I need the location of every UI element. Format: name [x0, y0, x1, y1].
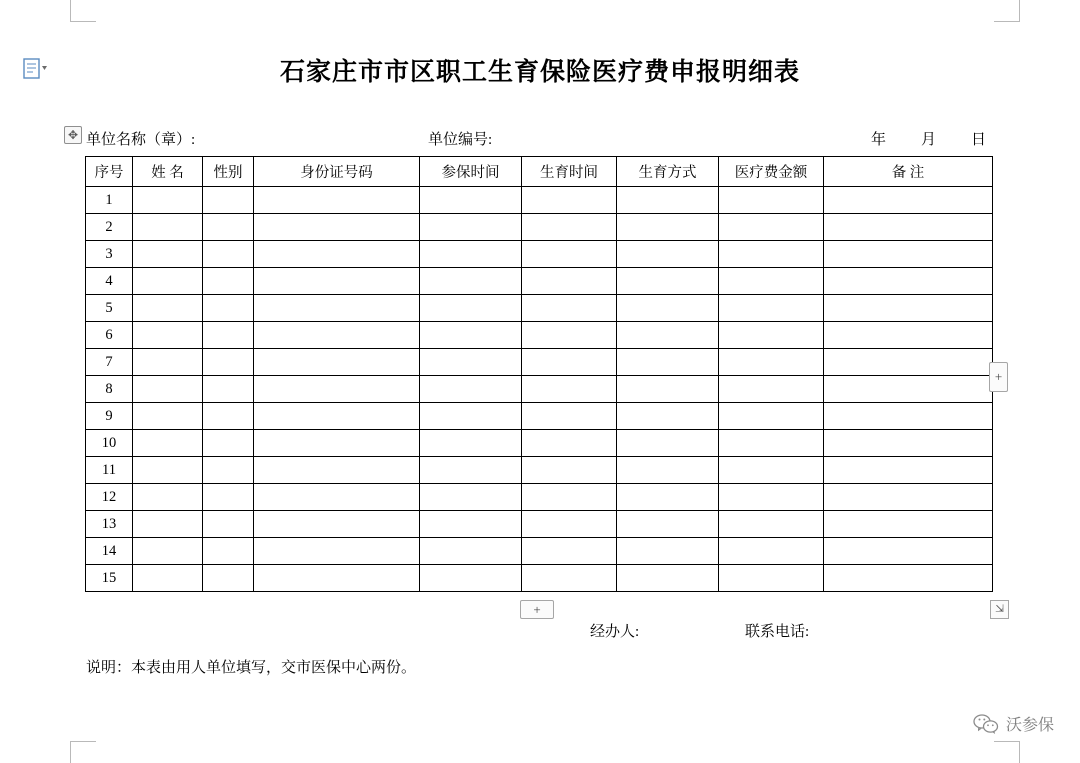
page-corner-top-left — [70, 0, 96, 22]
cell-note[interactable] — [824, 187, 993, 214]
cell-mode[interactable] — [617, 268, 719, 295]
table-row[interactable] — [86, 565, 993, 592]
cell-id[interactable] — [254, 214, 420, 241]
cell-fee[interactable] — [719, 295, 824, 322]
cell-no: 10 — [86, 430, 133, 457]
cell-sex[interactable] — [203, 430, 254, 457]
table-row[interactable] — [86, 268, 993, 295]
cell-mode[interactable] — [617, 241, 719, 268]
cell-no: 9 — [86, 403, 133, 430]
cell-note[interactable] — [824, 403, 993, 430]
cell-mode[interactable] — [617, 565, 719, 592]
cell-birth[interactable] — [522, 376, 617, 403]
cell-name[interactable] — [133, 322, 203, 349]
cell-mode[interactable] — [617, 214, 719, 241]
unit-name-label: 单位名称（章）: — [86, 132, 196, 148]
cell-birth[interactable] — [522, 214, 617, 241]
cell-note[interactable] — [824, 376, 993, 403]
cell-mode[interactable] — [617, 430, 719, 457]
cell-join[interactable] — [420, 376, 522, 403]
cell-no: 14 — [86, 538, 133, 565]
cell-name[interactable] — [133, 457, 203, 484]
cell-birth[interactable] — [522, 430, 617, 457]
cell-birth[interactable] — [522, 511, 617, 538]
cell-no: 8 — [86, 376, 133, 403]
cell-no: 6 — [86, 322, 133, 349]
cell-note[interactable] — [824, 241, 993, 268]
cell-fee[interactable] — [719, 565, 824, 592]
cell-mode[interactable] — [617, 457, 719, 484]
phone-label: 联系电话: — [745, 624, 810, 640]
page-corner-bottom-left — [70, 741, 96, 763]
cell-fee[interactable] — [719, 349, 824, 376]
table-row[interactable] — [86, 511, 993, 538]
cell-mode[interactable] — [617, 295, 719, 322]
cell-sex[interactable] — [203, 511, 254, 538]
cell-name[interactable] — [133, 376, 203, 403]
column-header-birth-mode: 生育方式 — [617, 157, 719, 187]
add-column-button[interactable]: + — [989, 362, 1008, 392]
cell-join[interactable] — [420, 187, 522, 214]
table-row[interactable] — [86, 295, 993, 322]
cell-sex[interactable] — [203, 538, 254, 565]
cell-fee[interactable] — [719, 268, 824, 295]
cell-name[interactable] — [133, 565, 203, 592]
cell-note[interactable] — [824, 457, 993, 484]
cell-note[interactable] — [824, 511, 993, 538]
cell-no: 7 — [86, 349, 133, 376]
cell-id[interactable] — [254, 565, 420, 592]
cell-sex[interactable] — [203, 457, 254, 484]
cell-join[interactable] — [420, 241, 522, 268]
cell-id[interactable] — [254, 376, 420, 403]
table-row[interactable] — [86, 430, 993, 457]
watermark — [973, 712, 1054, 735]
cell-id[interactable] — [254, 403, 420, 430]
table-resize-handle[interactable]: ⇲ — [990, 600, 1009, 619]
cell-no: 11 — [86, 457, 133, 484]
table-row[interactable] — [86, 457, 993, 484]
column-header-fee: 医疗费金额 — [719, 157, 824, 187]
cell-birth[interactable] — [522, 349, 617, 376]
cell-fee[interactable] — [719, 403, 824, 430]
cell-fee[interactable] — [719, 187, 824, 214]
table-row[interactable] — [86, 376, 993, 403]
cell-note[interactable] — [824, 214, 993, 241]
table-row[interactable] — [86, 322, 993, 349]
form-header-row — [86, 128, 991, 148]
cell-join[interactable] — [420, 430, 522, 457]
cell-fee[interactable] — [719, 430, 824, 457]
column-header-note: 备 注 — [824, 157, 993, 187]
cell-id[interactable] — [254, 241, 420, 268]
table-header-row — [86, 157, 993, 187]
cell-mode[interactable] — [617, 187, 719, 214]
cell-birth[interactable] — [522, 268, 617, 295]
cell-birth[interactable] — [522, 457, 617, 484]
cell-sex[interactable] — [203, 349, 254, 376]
cell-name[interactable] — [133, 511, 203, 538]
cell-name[interactable] — [133, 349, 203, 376]
cell-name[interactable] — [133, 295, 203, 322]
cell-fee[interactable] — [719, 241, 824, 268]
cell-note[interactable] — [824, 268, 993, 295]
cell-name[interactable] — [133, 538, 203, 565]
cell-name[interactable] — [133, 484, 203, 511]
cell-no: 15 — [86, 565, 133, 592]
cell-sex[interactable] — [203, 187, 254, 214]
cell-fee[interactable] — [719, 376, 824, 403]
cell-birth[interactable] — [522, 322, 617, 349]
cell-mode[interactable] — [617, 538, 719, 565]
form-footer-row — [560, 620, 990, 642]
add-row-button[interactable]: + — [520, 600, 554, 619]
page-corner-top-right — [994, 0, 1020, 22]
table-row[interactable] — [86, 349, 993, 376]
table-row[interactable] — [86, 214, 993, 241]
cell-fee[interactable] — [719, 322, 824, 349]
cell-no: 3 — [86, 241, 133, 268]
cell-id[interactable] — [254, 295, 420, 322]
cell-sex[interactable] — [203, 214, 254, 241]
cell-id[interactable] — [254, 268, 420, 295]
page-title: 石家庄市市区职工生育保险医疗费申报明细表 — [279, 59, 800, 86]
cell-no: 12 — [86, 484, 133, 511]
column-header-no: 序号 — [86, 157, 133, 187]
cell-join[interactable] — [420, 214, 522, 241]
column-header-sex: 性别 — [203, 157, 254, 187]
cell-birth[interactable] — [522, 565, 617, 592]
cell-name[interactable] — [133, 403, 203, 430]
table-row[interactable] — [86, 538, 993, 565]
cell-no: 2 — [86, 214, 133, 241]
cell-note[interactable] — [824, 322, 993, 349]
cell-note[interactable] — [824, 484, 993, 511]
wechat-logo-icon — [973, 713, 999, 735]
cell-note[interactable] — [824, 295, 993, 322]
cell-fee[interactable] — [719, 538, 824, 565]
cell-sex[interactable] — [203, 295, 254, 322]
cell-id[interactable] — [254, 538, 420, 565]
cell-birth[interactable] — [522, 538, 617, 565]
cell-fee[interactable] — [719, 511, 824, 538]
cell-note[interactable] — [824, 430, 993, 457]
cell-birth[interactable] — [522, 295, 617, 322]
cell-id[interactable] — [254, 349, 420, 376]
cell-fee[interactable] — [719, 214, 824, 241]
cell-name[interactable] — [133, 241, 203, 268]
agent-label: 经办人: — [590, 624, 640, 640]
cell-id[interactable] — [254, 322, 420, 349]
month-label: 月 — [921, 132, 937, 148]
cell-sex[interactable] — [203, 565, 254, 592]
cell-join[interactable] — [420, 511, 522, 538]
cell-name[interactable] — [133, 187, 203, 214]
cell-name[interactable] — [133, 430, 203, 457]
cell-note[interactable] — [824, 349, 993, 376]
cell-sex[interactable] — [203, 241, 254, 268]
cell-no: 5 — [86, 295, 133, 322]
column-header-id: 身份证号码 — [254, 157, 420, 187]
cell-join[interactable] — [420, 538, 522, 565]
cell-birth[interactable] — [522, 241, 617, 268]
cell-mode[interactable] — [617, 484, 719, 511]
declaration-table — [85, 156, 993, 592]
cell-mode[interactable] — [617, 511, 719, 538]
cell-id[interactable] — [254, 187, 420, 214]
table-row[interactable] — [86, 241, 993, 268]
column-header-birth-date: 生育时间 — [522, 157, 617, 187]
cell-mode[interactable] — [617, 349, 719, 376]
cell-join[interactable] — [420, 403, 522, 430]
cell-sex[interactable] — [203, 268, 254, 295]
cell-join[interactable] — [420, 295, 522, 322]
cell-mode[interactable] — [617, 403, 719, 430]
cell-birth[interactable] — [522, 484, 617, 511]
cell-id[interactable] — [254, 430, 420, 457]
cell-fee[interactable] — [719, 457, 824, 484]
page-corner-bottom-right — [994, 741, 1020, 763]
cell-birth[interactable] — [522, 403, 617, 430]
column-header-join-date: 参保时间 — [420, 157, 522, 187]
unit-code-label: 单位编号: — [428, 132, 493, 148]
cell-sex[interactable] — [203, 322, 254, 349]
cell-join[interactable] — [420, 349, 522, 376]
cell-no: 1 — [86, 187, 133, 214]
cell-mode[interactable] — [617, 322, 719, 349]
table-row[interactable] — [86, 187, 993, 214]
cell-name[interactable] — [133, 268, 203, 295]
cell-fee[interactable] — [719, 484, 824, 511]
table-row[interactable] — [86, 403, 993, 430]
table-move-handle[interactable]: ✥ — [64, 126, 82, 144]
watermark-text: 沃参保 — [1005, 717, 1054, 734]
cell-birth[interactable] — [522, 187, 617, 214]
cell-sex[interactable] — [203, 484, 254, 511]
day-label: 日 — [971, 132, 987, 148]
cell-note[interactable] — [824, 538, 993, 565]
column-header-name: 姓 名 — [133, 157, 203, 187]
cell-name[interactable] — [133, 214, 203, 241]
year-label: 年 — [871, 132, 887, 148]
cell-join[interactable] — [420, 322, 522, 349]
cell-join[interactable] — [420, 268, 522, 295]
cell-mode[interactable] — [617, 376, 719, 403]
cell-join[interactable] — [420, 457, 522, 484]
cell-join[interactable] — [420, 565, 522, 592]
cell-id[interactable] — [254, 511, 420, 538]
table-row[interactable] — [86, 484, 993, 511]
cell-id[interactable] — [254, 484, 420, 511]
cell-no: 13 — [86, 511, 133, 538]
cell-join[interactable] — [420, 484, 522, 511]
cell-id[interactable] — [254, 457, 420, 484]
cell-sex[interactable] — [203, 403, 254, 430]
form-note: 说明：本表由用人单位填写，交市医保中心两份。 — [86, 660, 417, 676]
cell-note[interactable] — [824, 565, 993, 592]
cell-no: 4 — [86, 268, 133, 295]
cell-sex[interactable] — [203, 376, 254, 403]
